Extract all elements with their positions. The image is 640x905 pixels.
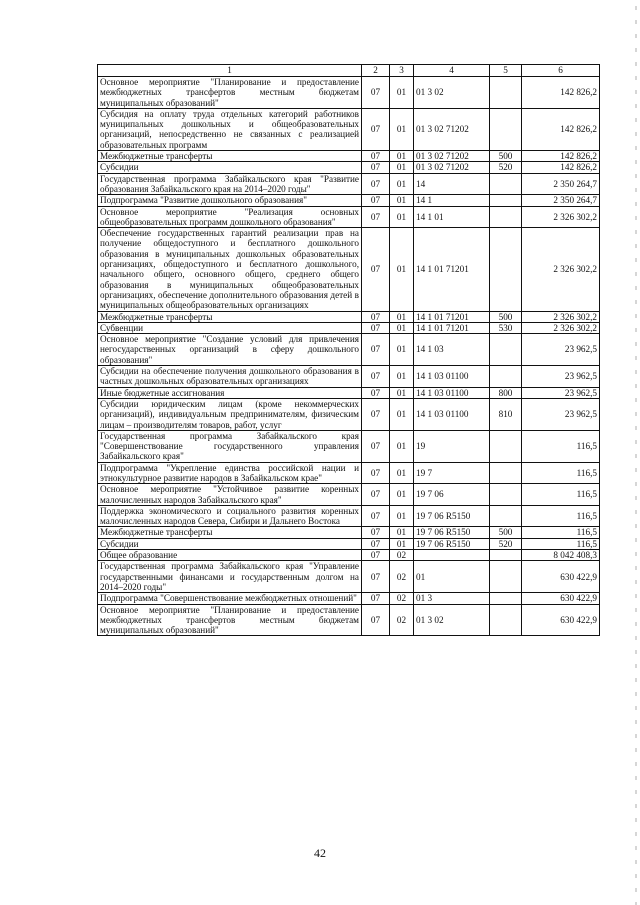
table-row <box>98 484 600 506</box>
row-subsection-cell: 01 <box>390 462 414 484</box>
row-target-article-cell: 14 1 01 71201 <box>414 322 490 333</box>
row-name-cell: Основное мероприятие "Создание условий для привлечения негосударственных организаций в сферу дошкольного образования" <box>98 334 362 366</box>
row-expense-type-cell <box>490 604 522 636</box>
header-cell-4: 4 <box>414 65 490 77</box>
table-row <box>98 162 600 173</box>
table-body <box>98 77 600 636</box>
row-amount-cell: 630 422,9 <box>522 604 600 636</box>
row-section-cell: 07 <box>362 228 390 311</box>
row-section-cell: 07 <box>362 173 390 195</box>
row-expense-type-cell <box>490 108 522 150</box>
row-amount-cell: 142 826,2 <box>522 77 600 109</box>
row-subsection-cell: 01 <box>390 108 414 150</box>
table-row <box>98 366 600 388</box>
row-amount-cell: 2 326 302,2 <box>522 228 600 311</box>
table-row <box>98 505 600 527</box>
row-expense-type-cell <box>490 593 522 604</box>
page-number: 42 <box>314 846 326 860</box>
row-target-article-cell: 14 1 03 <box>414 334 490 366</box>
row-target-article-cell: 01 3 02 <box>414 77 490 109</box>
row-expense-type-cell: 810 <box>490 398 522 430</box>
row-expense-type-cell <box>490 77 522 109</box>
row-section-cell: 07 <box>362 387 390 398</box>
row-subsection-cell: 01 <box>390 387 414 398</box>
table-row <box>98 77 600 109</box>
row-expense-type-cell <box>490 484 522 506</box>
row-name-cell: Общее образование <box>98 550 362 561</box>
row-target-article-cell: 19 7 06 R5150 <box>414 538 490 549</box>
row-name-cell: Межбюджетные трансферты <box>98 527 362 538</box>
row-section-cell: 07 <box>362 206 390 228</box>
row-expense-type-cell: 500 <box>490 527 522 538</box>
row-expense-type-cell: 500 <box>490 151 522 162</box>
header-cell-6: 6 <box>522 65 600 77</box>
row-target-article-cell: 19 7 <box>414 462 490 484</box>
row-amount-cell: 2 326 302,2 <box>522 311 600 322</box>
row-target-article-cell: 01 3 02 71202 <box>414 162 490 173</box>
row-section-cell: 07 <box>362 77 390 109</box>
row-name-cell: Подпрограмма "Укрепление единства российской нации и этнокультурное развитие народов в Забайкальском крае" <box>98 462 362 484</box>
row-section-cell: 07 <box>362 538 390 549</box>
row-name-cell: Государственная программа Забайкальского края "Совершенствование государственного управления Забайкальского края" <box>98 430 362 462</box>
row-expense-type-cell: 500 <box>490 311 522 322</box>
row-amount-cell: 116,5 <box>522 462 600 484</box>
row-expense-type-cell <box>490 206 522 228</box>
row-subsection-cell: 01 <box>390 538 414 549</box>
row-target-article-cell: 01 3 02 71202 <box>414 151 490 162</box>
row-subsection-cell: 02 <box>390 550 414 561</box>
row-name-cell: Субсидии <box>98 162 362 173</box>
table-row <box>98 398 600 430</box>
row-target-article-cell: 01 3 02 71202 <box>414 108 490 150</box>
row-expense-type-cell: 520 <box>490 162 522 173</box>
row-section-cell: 07 <box>362 108 390 150</box>
row-section-cell: 07 <box>362 593 390 604</box>
header-cell-3: 3 <box>390 65 414 77</box>
budget-table <box>97 64 600 636</box>
row-subsection-cell: 01 <box>390 527 414 538</box>
scan-edge-artifact <box>635 0 637 905</box>
row-section-cell: 07 <box>362 311 390 322</box>
row-target-article-cell: 14 1 03 01100 <box>414 366 490 388</box>
row-expense-type-cell: 530 <box>490 322 522 333</box>
row-subsection-cell: 02 <box>390 561 414 593</box>
table-row <box>98 462 600 484</box>
row-subsection-cell: 01 <box>390 173 414 195</box>
table-row <box>98 430 600 462</box>
header-row <box>98 65 600 77</box>
row-section-cell: 07 <box>362 151 390 162</box>
row-amount-cell: 23 962,5 <box>522 366 600 388</box>
row-name-cell: Обеспечение государственных гарантий реализации прав на получение общедоступного и бесплатного дошкольного образования в муниципальных дошкольных образовательных организациях, общедоступного и бесплатного дошкольного, начального общего, основного общего, среднего общего образования в муниципальных общеобразовательных организациях, обеспечение дополнительного образования детей в муниципальных общеобразовательных организациях <box>98 228 362 311</box>
row-name-cell: Поддержка экономического и социального развития коренных малочисленных народов Севера, Сибири и Дальнего Востока <box>98 505 362 527</box>
row-section-cell: 07 <box>362 430 390 462</box>
row-amount-cell: 116,5 <box>522 484 600 506</box>
row-subsection-cell: 01 <box>390 151 414 162</box>
row-target-article-cell <box>414 550 490 561</box>
row-name-cell: Субсидия на оплату труда отдельных категорий работников муниципальных дошкольных и общеобразовательных организаций, непосредственно не связанных с реализацией образовательных программ <box>98 108 362 150</box>
table-row <box>98 228 600 311</box>
row-target-article-cell: 01 3 02 <box>414 604 490 636</box>
row-amount-cell: 142 826,2 <box>522 108 600 150</box>
row-expense-type-cell <box>490 561 522 593</box>
row-target-article-cell: 19 7 06 R5150 <box>414 505 490 527</box>
row-amount-cell: 116,5 <box>522 527 600 538</box>
row-target-article-cell: 14 1 03 01100 <box>414 398 490 430</box>
row-name-cell: Подпрограмма "Совершенствование межбюджетных отношений" <box>98 593 362 604</box>
row-amount-cell: 2 326 302,2 <box>522 206 600 228</box>
row-amount-cell: 142 826,2 <box>522 162 600 173</box>
row-subsection-cell: 01 <box>390 228 414 311</box>
row-expense-type-cell <box>490 505 522 527</box>
table-row <box>98 538 600 549</box>
row-expense-type-cell <box>490 550 522 561</box>
row-amount-cell: 8 042 408,3 <box>522 550 600 561</box>
row-section-cell: 07 <box>362 527 390 538</box>
row-section-cell: 07 <box>362 398 390 430</box>
row-section-cell: 07 <box>362 366 390 388</box>
row-amount-cell: 2 350 264,7 <box>522 195 600 206</box>
row-amount-cell: 116,5 <box>522 538 600 549</box>
table-row <box>98 151 600 162</box>
row-amount-cell: 142 826,2 <box>522 151 600 162</box>
row-subsection-cell: 01 <box>390 366 414 388</box>
row-target-article-cell: 01 3 <box>414 593 490 604</box>
row-target-article-cell: 19 <box>414 430 490 462</box>
row-subsection-cell: 01 <box>390 398 414 430</box>
row-section-cell: 07 <box>362 561 390 593</box>
row-target-article-cell: 19 7 06 R5150 <box>414 527 490 538</box>
row-target-article-cell: 19 7 06 <box>414 484 490 506</box>
table-row <box>98 334 600 366</box>
row-amount-cell: 2 350 264,7 <box>522 173 600 195</box>
row-amount-cell: 23 962,5 <box>522 387 600 398</box>
row-amount-cell: 116,5 <box>522 430 600 462</box>
row-name-cell: Субсидии на обеспечение получения дошкольного образования в частных дошкольных образовательных организациях <box>98 366 362 388</box>
row-section-cell: 07 <box>362 505 390 527</box>
row-name-cell: Межбюджетные трансферты <box>98 311 362 322</box>
row-section-cell: 07 <box>362 334 390 366</box>
row-subsection-cell: 02 <box>390 593 414 604</box>
row-subsection-cell: 01 <box>390 334 414 366</box>
table-row <box>98 604 600 636</box>
row-section-cell: 07 <box>362 195 390 206</box>
row-subsection-cell: 02 <box>390 604 414 636</box>
row-target-article-cell: 14 <box>414 173 490 195</box>
row-target-article-cell: 14 1 <box>414 195 490 206</box>
table-row <box>98 311 600 322</box>
row-name-cell: Государственная программа Забайкальского края "Управление государственными финансами и государственным долгом на 2014–2020 годы" <box>98 561 362 593</box>
row-section-cell: 07 <box>362 462 390 484</box>
row-section-cell: 07 <box>362 484 390 506</box>
row-name-cell: Подпрограмма "Развитие дошкольного образования" <box>98 195 362 206</box>
row-expense-type-cell <box>490 173 522 195</box>
row-name-cell: Основное мероприятие "Реализация основных общеобразовательных программ дошкольного образования" <box>98 206 362 228</box>
row-subsection-cell: 01 <box>390 505 414 527</box>
row-target-article-cell: 14 1 03 01100 <box>414 387 490 398</box>
row-section-cell: 07 <box>362 550 390 561</box>
row-name-cell: Субсидии <box>98 538 362 549</box>
row-subsection-cell: 01 <box>390 162 414 173</box>
row-target-article-cell: 01 <box>414 561 490 593</box>
row-name-cell: Субвенции <box>98 322 362 333</box>
row-name-cell: Государственная программа Забайкальского края "Развитие образования Забайкальского края на 2014–2020 годы" <box>98 173 362 195</box>
header-cell-1: 1 <box>98 65 362 77</box>
table-row <box>98 173 600 195</box>
row-subsection-cell: 01 <box>390 484 414 506</box>
table-row <box>98 550 600 561</box>
row-subsection-cell: 01 <box>390 77 414 109</box>
row-subsection-cell: 01 <box>390 311 414 322</box>
row-target-article-cell: 14 1 01 71201 <box>414 228 490 311</box>
row-expense-type-cell <box>490 430 522 462</box>
row-subsection-cell: 01 <box>390 430 414 462</box>
header-cell-2: 2 <box>362 65 390 77</box>
row-name-cell: Межбюджетные трансферты <box>98 151 362 162</box>
row-target-article-cell: 14 1 01 <box>414 206 490 228</box>
header-cell-5: 5 <box>490 65 522 77</box>
row-expense-type-cell <box>490 366 522 388</box>
table-row <box>98 527 600 538</box>
row-expense-type-cell <box>490 195 522 206</box>
row-name-cell: Основное мероприятие "Планирование и предоставление межбюджетных трансфертов местным бюджетам муниципальных образований" <box>98 604 362 636</box>
table-row <box>98 108 600 150</box>
row-expense-type-cell <box>490 334 522 366</box>
row-expense-type-cell <box>490 228 522 311</box>
row-expense-type-cell: 520 <box>490 538 522 549</box>
row-amount-cell: 630 422,9 <box>522 593 600 604</box>
row-amount-cell: 23 962,5 <box>522 398 600 430</box>
row-target-article-cell: 14 1 01 71201 <box>414 311 490 322</box>
row-subsection-cell: 01 <box>390 322 414 333</box>
row-subsection-cell: 01 <box>390 206 414 228</box>
row-amount-cell: 2 326 302,2 <box>522 322 600 333</box>
table-row <box>98 593 600 604</box>
table-row <box>98 387 600 398</box>
row-section-cell: 07 <box>362 162 390 173</box>
row-section-cell: 07 <box>362 604 390 636</box>
row-name-cell: Основное мероприятие "Планирование и предоставление межбюджетных трансфертов местным бюджетам муниципальных образований" <box>98 77 362 109</box>
table-row <box>98 206 600 228</box>
row-subsection-cell: 01 <box>390 195 414 206</box>
table-row <box>98 561 600 593</box>
row-name-cell: Иные бюджетные ассигнования <box>98 387 362 398</box>
row-expense-type-cell <box>490 462 522 484</box>
row-amount-cell: 23 962,5 <box>522 334 600 366</box>
table-row <box>98 195 600 206</box>
row-amount-cell: 630 422,9 <box>522 561 600 593</box>
row-expense-type-cell: 800 <box>490 387 522 398</box>
row-section-cell: 07 <box>362 322 390 333</box>
row-amount-cell: 116,5 <box>522 505 600 527</box>
table-row <box>98 322 600 333</box>
row-name-cell: Основное мероприятие "Устойчивое развитие коренных малочисленных народов Забайкальского края" <box>98 484 362 506</box>
row-name-cell: Субсидии юридическим лицам (кроме некоммерческих организаций), индивидуальным предпринимателям, физическим лицам – производителям товаров, работ, услуг <box>98 398 362 430</box>
